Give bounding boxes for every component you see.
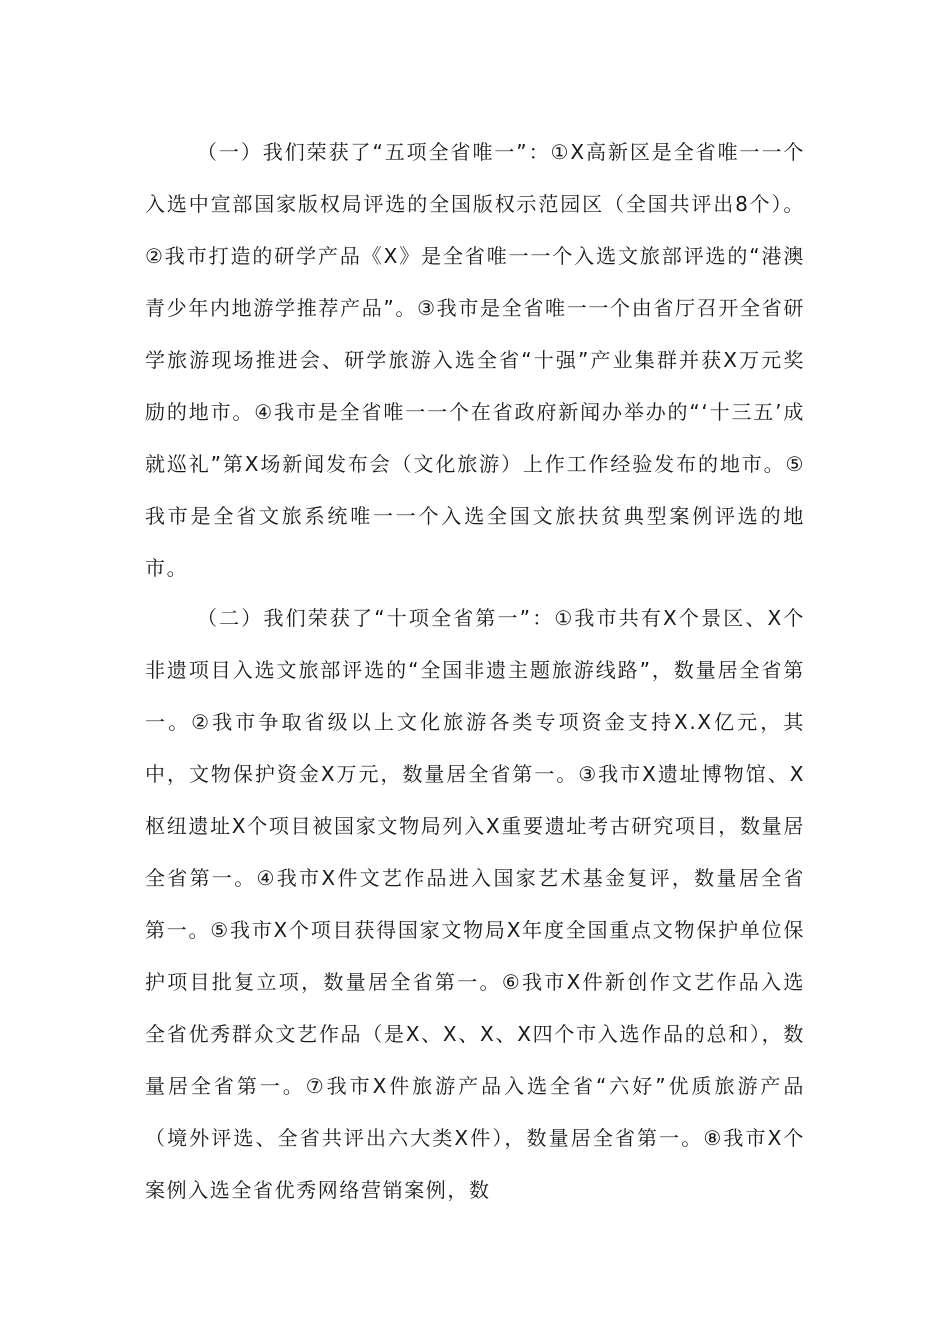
paragraph-ten-province-firsts: （二）我们荣获了“十项全省第一”：①我市共有X个景区、X个非遗项目入选文旅部评选的“全国非遗主题旅游线路”，数量居全省第一。②我市争取省级以上文化旅游各类专项资金支持X.X亿元，其中，文物保护资金X万元，数量居全省第一。③我市X遗址博物馆、X枢纽遗址X个项目被国家文物局列入X重要遗址考古研究项目，数量居全省第一。④我市X件文艺作品进入国家艺术基金复评，数量居全省第一。⑤我市X个项目获得国家文物局X年度全国重点文物保护单位保护项目批复立项，数量居全省第一。⑥我市X件新创作文艺作品入选全省优秀群众文艺作品（是X、X、X、X四个市入选作品的总和），数量居全省第一。⑦我市X件旅游产品入选全省“六好”优质旅游产品（境外评选、全省共评出六大类X件），数量居全省第一。⑧我市X个案例入选全省优秀网络营销案例，数 — [145, 606, 805, 1202]
paragraph-five-province-firsts: （一）我们荣获了“五项全省唯一”：①X高新区是全省唯一一个入选中宣部国家版权局评选的全国版权示范园区（全国共评出8个）。②我市打造的研学产品《X》是全省唯一一个入选文旅部评选的“港澳青少年内地游学推荐产品”。③我市是全省唯一一个由省厅召开全省研学旅游现场推进会、研学旅游入选全省“十强”产业集群并获X万元奖励的地市。④我市是全省唯一一个在省政府新闻办举办的“‘十三五’成就巡礼”第X场新闻发布会（文化旅游）上作工作经验发布的地市。⑤我市是全省文旅系统唯一一个入选全国文旅扶贫典型案例评选的地市。 — [145, 140, 805, 580]
